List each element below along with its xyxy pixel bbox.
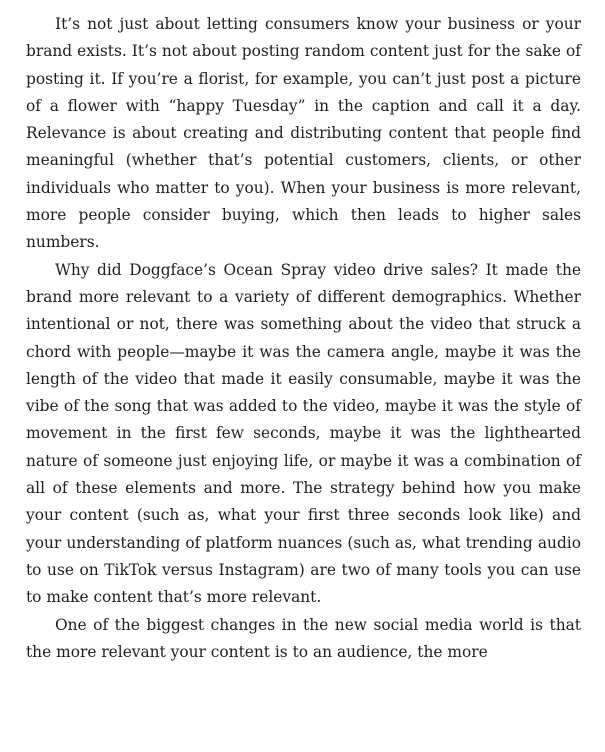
paragraph-biggest-changes: One of the biggest changes in the new social media world is that the more relevant your content is to an audience, the more	[26, 615, 581, 661]
paragraph-relevance-definition: It’s not just about letting consumers know your business or your brand exists. It’s not about posting random content just for the sake of posting it. If you’re a florist, for example, you can’t just post a picture of a flower with “happy Tuesday” in the caption and call it a day. Relevance is about creating and distributing content that people find meaningful (whether that’s potential customers, clients, or other individuals who matter to you). When your business is more relevant, more people consider buying, which then leads to higher sales numbers.	[26, 15, 581, 252]
paragraph-ocean-spray-example: Why did Doggface’s Ocean Spray video drive sales? It made the brand more relevant to a variety of different demographics. Whether intentional or not, there was something about the video that struck a chord with people—maybe it was the camera angle, maybe it was the length of the video that made it easily consumable, maybe it was the vibe of the song that was added to the video, maybe it was the style of movement in the first few seconds, maybe it was the lighthearted nature of someone just enjoying life, or maybe it was a combination of all of these elements and more. The strategy behind how you make your content (such as, what your first three seconds look like) and your understanding of platform nuances (such as, what trending audio to use on TikTok versus Instagram) are two of many tools you can use to make content that’s more relevant.	[26, 260, 581, 607]
book-page-body	[26, 11, 581, 666]
